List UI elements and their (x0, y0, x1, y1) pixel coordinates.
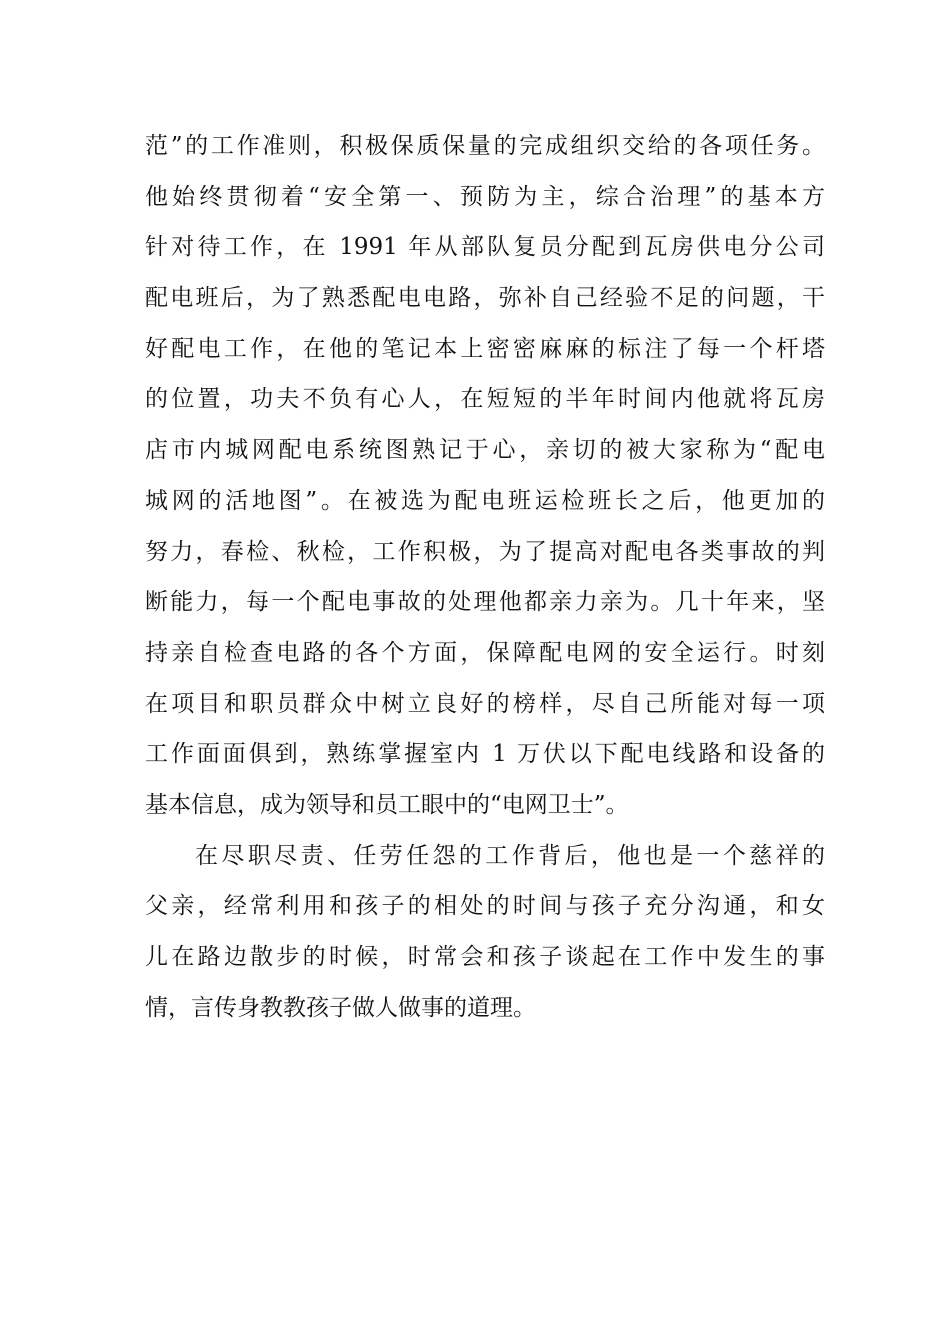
text-line: 儿在路边散步的时候，时常会和孩子谈起在工作中发生的事 (145, 944, 825, 970)
text-line: 情，言传身教教孩子做人做事的道理。 (145, 994, 536, 1021)
text-line: 城网的活地图”。在被选为配电班运检班长之后，他更加的 (145, 487, 825, 514)
text-line: 持亲自检查电路的各个方面，保障配电网的安全运行。时刻 (145, 639, 825, 666)
text-line: 他始终贯彻着“安全第一、预防为主，综合治理”的基本方 (145, 183, 825, 210)
text-line: 工作面面俱到，熟练掌握室内 1 万伏以下配电线路和设备的 (145, 741, 825, 768)
text-line: 断能力，每一个配电事故的处理他都亲力亲为。几十年来，坚 (145, 589, 825, 616)
text-line: 基本信息，成为领导和员工眼中的“电网卫士”。 (145, 791, 629, 818)
paragraph-1 (145, 121, 825, 831)
text-line: 针对待工作，在 1991 年从部队复员分配到瓦房供电分公司 (145, 234, 825, 261)
body-text (145, 121, 825, 1033)
text-line: 在尽职尽责、任劳任怨的工作背后，他也是一个慈祥的 (195, 842, 825, 869)
text-line: 努力，春检、秋检，工作积极，为了提高对配电各类事故的判 (145, 538, 825, 565)
paragraph-2 (145, 831, 825, 1034)
text-line: 好配电工作，在他的笔记本上密密麻麻的标注了每一个杆塔 (145, 335, 825, 362)
text-line: 在项目和职员群众中树立良好的榜样，尽自己所能对每一项 (145, 690, 825, 717)
text-line: 店市内城网配电系统图熟记于心，亲切的被大家称为“配电 (145, 437, 825, 464)
text-line: 父亲，经常利用和孩子的相处的时间与孩子充分沟通，和女 (145, 893, 825, 920)
text-line: 范”的工作准则，积极保质保量的完成组织交给的各项任务。 (145, 133, 825, 159)
text-line: 配电班后，为了熟悉配电电路，弥补自己经验不足的问题，干 (145, 285, 825, 312)
text-line: 的位置，功夫不负有心人，在短短的半年时间内他就将瓦房 (145, 386, 825, 413)
